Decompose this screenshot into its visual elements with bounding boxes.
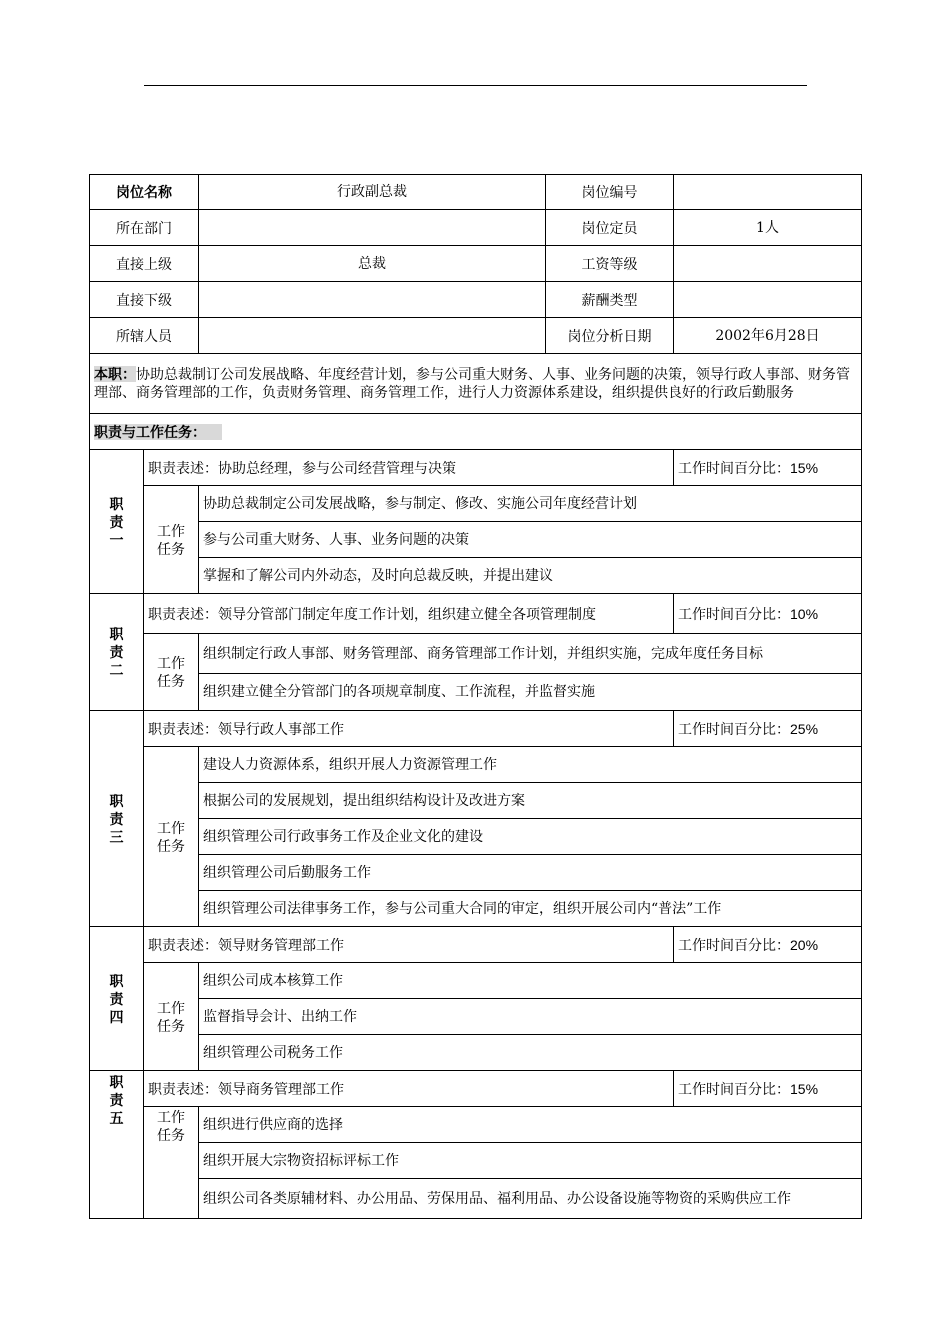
duty-4-task-1: 组织公司成本核算工作 xyxy=(199,963,862,999)
subordinate-value xyxy=(199,282,546,318)
job-no-label: 岗位编号 xyxy=(546,175,674,210)
duty-3-label: 职 责 三 xyxy=(90,711,144,927)
duty-2-description: 职责表述：领导分管部门制定年度工作计划，组织建立健全各项管理制度 xyxy=(144,594,674,634)
duty-1-task-2: 参与公司重大财务、人事、业务问题的决策 xyxy=(199,522,862,558)
grade-value xyxy=(674,246,862,282)
duty-3-percent: 工作时间百分比：25% xyxy=(674,711,862,747)
duty-4-label: 职 责 四 xyxy=(90,927,144,1071)
duty-4-percent: 工作时间百分比：20% xyxy=(674,927,862,963)
duty-3-task-3: 组织管理公司行政事务工作及企业文化的建设 xyxy=(199,819,862,855)
duty-3-description: 职责表述：领导行政人事部工作 xyxy=(144,711,674,747)
date-value: 2002年6月28日 xyxy=(674,318,862,354)
duty-3-task-4: 组织管理公司后勤服务工作 xyxy=(199,855,862,891)
staff-label: 所辖人员 xyxy=(90,318,199,354)
duty-1-task-1: 协助总裁制定公司发展战略，参与制定、修改、实施公司年度经营计划 xyxy=(199,486,862,522)
dept-value xyxy=(199,210,546,246)
dept-label: 所在部门 xyxy=(90,210,199,246)
job-name-value: 行政副总裁 xyxy=(199,175,546,210)
duty-3-task-1: 建设人力资源体系，组织开展人力资源管理工作 xyxy=(199,747,862,783)
duty-5-percent: 工作时间百分比：15% xyxy=(674,1071,862,1107)
superior-value: 总裁 xyxy=(199,246,546,282)
duty-5-label: 职 责 五 xyxy=(90,1071,144,1219)
duty-2-task-1: 组织制定行政人事部、财务管理部、商务管理部工作计划，并组织实施，完成年度任务目标 xyxy=(199,634,862,674)
duty-1-label: 职 责 一 xyxy=(90,450,144,594)
duty-5-task-3: 组织公司各类原辅材料、办公用品、劳保用品、福利用品、办公设备设施等物资的采购供应工作 xyxy=(199,1179,862,1219)
duty-3-task-2: 根据公司的发展规划，提出组织结构设计及改进方案 xyxy=(199,783,862,819)
duty-5-task-label: 工作 任务 xyxy=(144,1107,199,1219)
headcount-value: 1人 xyxy=(674,210,862,246)
summary-label: 本职： xyxy=(94,366,136,382)
job-name-label: 岗位名称 xyxy=(90,175,199,210)
job-summary xyxy=(90,354,862,414)
staff-value xyxy=(199,318,546,354)
duty-4-task-3: 组织管理公司税务工作 xyxy=(199,1035,862,1071)
duty-5-task-1: 组织进行供应商的选择 xyxy=(199,1107,862,1143)
duty-1-task-3: 掌握和了解公司内外动态，及时向总裁反映，并提出建议 xyxy=(199,558,862,594)
duty-3-task-label: 工作 任务 xyxy=(144,747,199,927)
header-rule xyxy=(144,85,807,86)
job-description-table xyxy=(89,174,862,1219)
subordinate-label: 直接下级 xyxy=(90,282,199,318)
pay-type-value xyxy=(674,282,862,318)
duty-1-percent: 工作时间百分比：15% xyxy=(674,450,862,486)
duty-2-task-2: 组织建立健全分管部门的各项规章制度、工作流程，并监督实施 xyxy=(199,674,862,711)
duty-5-description: 职责表述：领导商务管理部工作 xyxy=(144,1071,674,1107)
duty-2-percent: 工作时间百分比：10% xyxy=(674,594,862,634)
duty-4-task-label: 工作 任务 xyxy=(144,963,199,1071)
summary-text: 协助总裁制订公司发展战略、年度经营计划，参与公司重大财务、人事、业务问题的决策，领导行政人事部、财务管理部、商务管理部的工作，负责财务管理、商务管理工作，进行人力资源体系建设，组织提供良好的行政后勤服务 xyxy=(94,367,850,401)
duty-4-task-2: 监督指导会计、出纳工作 xyxy=(199,999,862,1035)
date-label: 岗位分析日期 xyxy=(546,318,674,354)
superior-label: 直接上级 xyxy=(90,246,199,282)
duty-1-task-label: 工作 任务 xyxy=(144,486,199,594)
duty-2-task-label: 工作 任务 xyxy=(144,634,199,711)
headcount-label: 岗位定员 xyxy=(546,210,674,246)
duty-5-task-2: 组织开展大宗物资招标评标工作 xyxy=(199,1143,862,1179)
duty-2-label: 职 责 二 xyxy=(90,594,144,711)
duty-4-description: 职责表述：领导财务管理部工作 xyxy=(144,927,674,963)
duty-1-description: 职责表述：协助总经理，参与公司经营管理与决策 xyxy=(144,450,674,486)
pay-type-label: 薪酬类型 xyxy=(546,282,674,318)
duties-title: 职责与工作任务： xyxy=(90,414,862,450)
duty-3-task-5: 组织管理公司法律事务工作，参与公司重大合同的审定，组织开展公司内“普法”工作 xyxy=(199,891,862,927)
grade-label: 工资等级 xyxy=(546,246,674,282)
job-no-value xyxy=(674,175,862,210)
